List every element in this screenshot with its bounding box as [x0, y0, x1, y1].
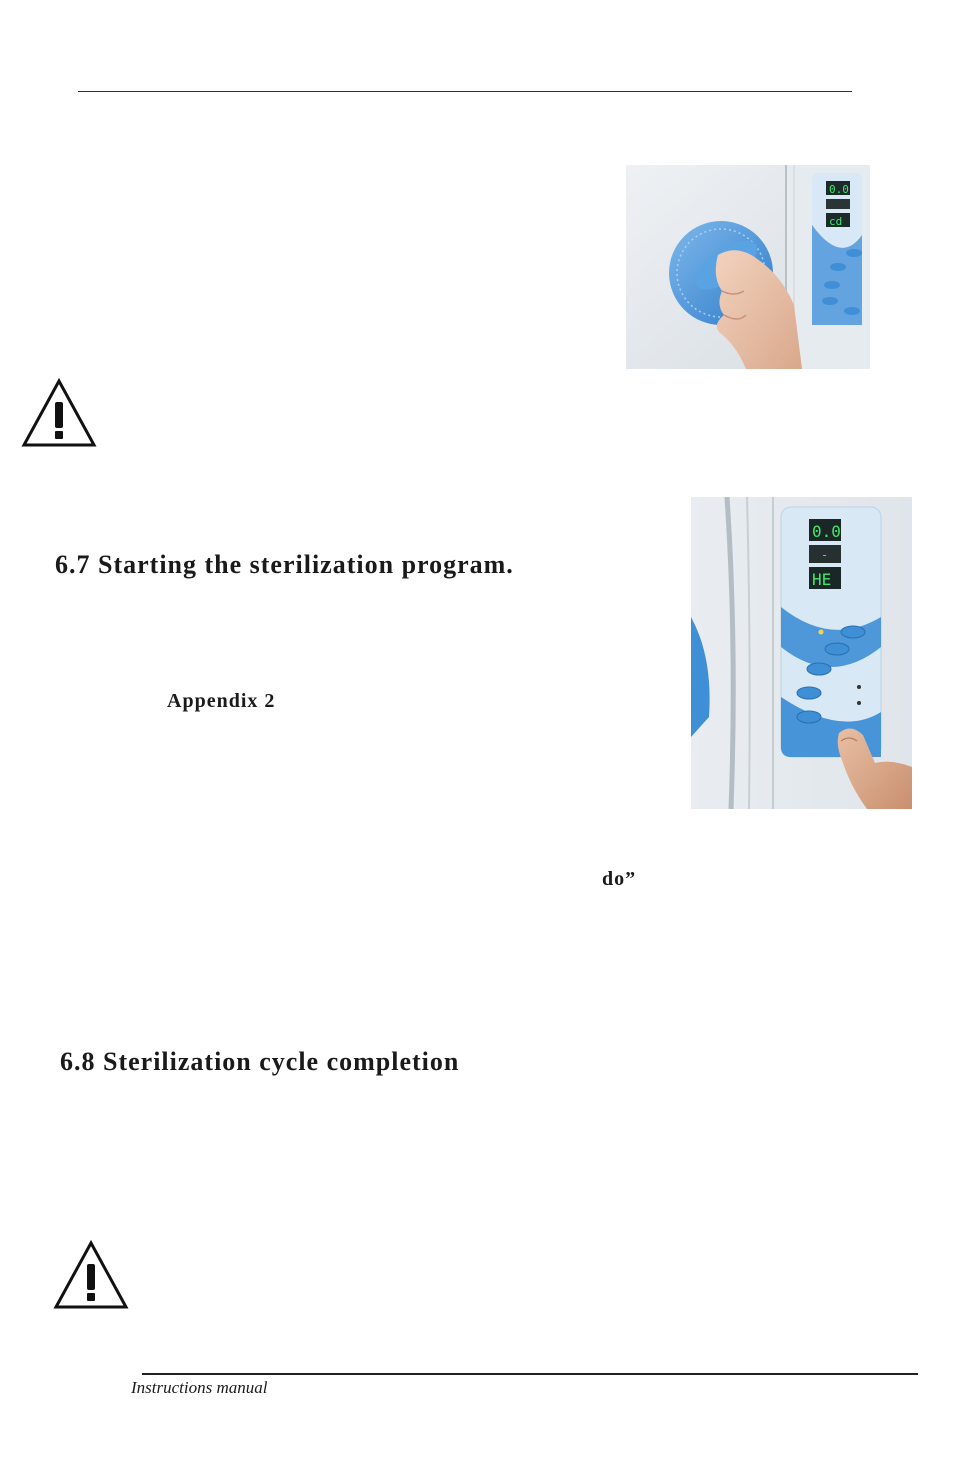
- quote-fragment: do”: [602, 868, 637, 890]
- section-6-7-heading: 6.7 Starting the sterilization program.: [55, 550, 514, 579]
- start-button-photo: [691, 497, 912, 809]
- section-6-8-heading: 6.8 Sterilization cycle completion: [60, 1047, 460, 1076]
- footer-label: Instructions manual: [131, 1378, 268, 1397]
- header-rule: [78, 91, 852, 92]
- warning-triangle-icon: [53, 1240, 129, 1310]
- panel-display-top: 0.0: [812, 522, 841, 541]
- appendix-reference: Appendix 2: [167, 690, 276, 712]
- panel-display-middle: -: [821, 548, 829, 562]
- warning-triangle-icon: [21, 378, 97, 448]
- panel-display-bottom: HE: [812, 570, 832, 589]
- panel-display-bottom: cd: [829, 215, 843, 228]
- panel-display-top: 0.0: [829, 183, 849, 196]
- footer-rule: [142, 1373, 918, 1375]
- door-knob-photo: [626, 165, 870, 369]
